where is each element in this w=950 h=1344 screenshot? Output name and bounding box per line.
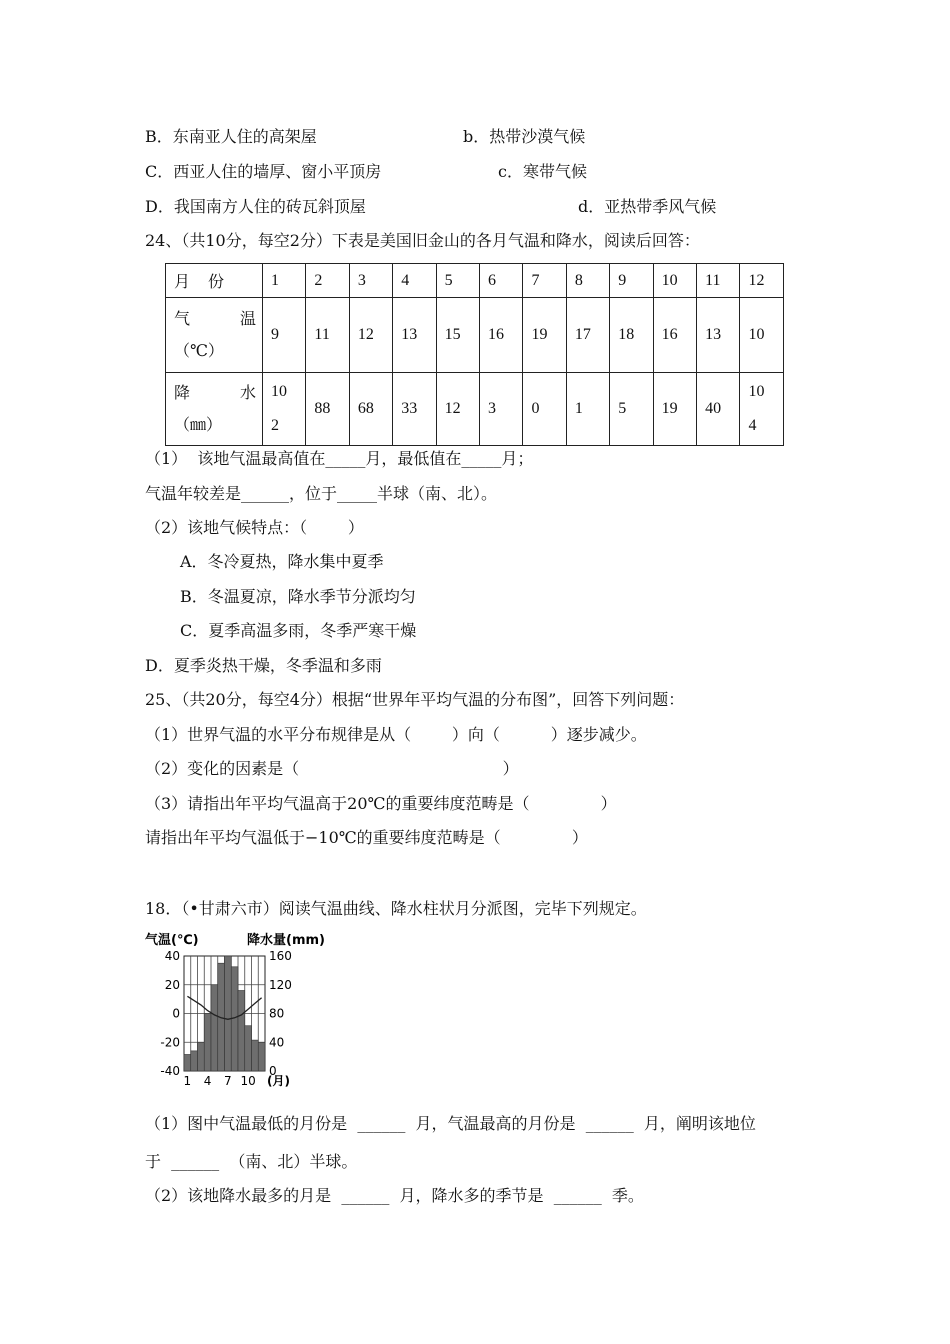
q24-sub2: （2）该地气候特点：（ ） [145, 518, 364, 537]
temp-cell: 13 [697, 298, 740, 373]
precip-tick-label: 0 [269, 1064, 277, 1078]
x-axis-label: (月) [267, 1074, 290, 1088]
q18-sub2: （2）该地降水最多的月是 ______ 月，降水多的季节是 ______ 季。 [145, 1186, 644, 1205]
precip-cell: 12 [436, 373, 479, 446]
month-cell: 2 [306, 264, 349, 298]
option-d-left: D．我国南方人住的砖瓦斜顶屋 [145, 197, 366, 216]
month-cell: 1 [263, 264, 306, 298]
month-cell: 6 [480, 264, 523, 298]
q25-title: 25、（共20分，每空4分）根据“世界年平均气温的分布图”，回答下列问题： [145, 690, 685, 709]
precip-bar [252, 1040, 259, 1071]
month-cell: 4 [393, 264, 436, 298]
precip-cell: 68 [349, 373, 392, 446]
precip-cell: 3 [480, 373, 523, 446]
month-cell: 11 [697, 264, 740, 298]
temp-tick-label: -20 [160, 1035, 180, 1050]
precip-tick-label: 160 [269, 949, 292, 963]
row-label-precipitation [166, 373, 263, 446]
temp-cell: 16 [480, 298, 523, 373]
precip-cell: 33 [393, 373, 436, 446]
precip-bar [258, 1042, 265, 1071]
month-cell: 12 [740, 264, 784, 298]
q25-line: （1）世界气温的水平分布规律是从（ ）向（ ）逐步减少。 [145, 725, 647, 744]
q25-line: 请指出年平均气温低于−10℃的重要纬度范畴是（ ） [145, 828, 588, 847]
climate-table [165, 263, 784, 446]
precip-bar [198, 1042, 205, 1071]
precip-cell: 10 4 [740, 373, 784, 446]
precip-bar [245, 1026, 252, 1071]
q24-sub1a: （1） 该地气温最高值在_____月，最低值在_____月； [145, 449, 534, 468]
precip-bar [204, 1014, 211, 1072]
precip-tick-label: 120 [269, 977, 292, 992]
q24-choice-b: B．冬温夏凉，降水季节分派均匀 [180, 587, 416, 606]
precip-axis-label: 降水量(mm) [247, 933, 325, 948]
q24-title: 24、（共10分，每空2分）下表是美国旧金山的各月气温和降水，阅读后回答： [145, 231, 700, 250]
q18-sub1b: 于 ______ （南、北）半球。 [145, 1152, 358, 1171]
q24-choice-a: A．冬冷夏热，降水集中夏季 [180, 552, 384, 571]
temp-tick-label: -40 [160, 1064, 180, 1078]
month-cell: 10 [653, 264, 696, 298]
temp-cell: 16 [653, 298, 696, 373]
option-c-left: C．西亚人住的墙厚、窗小平顶房 [145, 162, 382, 181]
temp-cell: 18 [610, 298, 653, 373]
month-cell: 8 [566, 264, 609, 298]
q18-title: 18．（•甘肃六市）阅读气温曲线、降水柱状月分派图，完毕下列规定。 [145, 899, 647, 918]
option-c-right: c．寒带气候 [498, 162, 587, 181]
q18-sub1a: （1）图中气温最低的月份是 ______ 月，气温最高的月份是 ______ 月，阐明该地位 [145, 1114, 756, 1133]
month-tick-label: 10 [240, 1074, 256, 1088]
q25-line: （2）变化的因素是（ ） [145, 759, 519, 778]
climate-chart [140, 930, 340, 1095]
q24-choice-c: C．夏季高温多雨，冬季严寒干燥 [180, 621, 417, 640]
label-part: 降 [174, 385, 191, 402]
temp-cell: 11 [306, 298, 349, 373]
temp-tick-label: 20 [164, 977, 180, 992]
month-cell: 3 [349, 264, 392, 298]
precip-cell: 88 [306, 373, 349, 446]
precip-bar [225, 956, 232, 1071]
label-part: 水 [239, 385, 256, 402]
temp-cell: 10 [740, 298, 784, 373]
label-part: （℃） [174, 343, 224, 360]
row-label-month [166, 264, 263, 298]
month-cell: 5 [436, 264, 479, 298]
temp-cell: 17 [566, 298, 609, 373]
precip-bar [184, 1054, 191, 1071]
precip-cell: 19 [653, 373, 696, 446]
month-tick-label: 1 [183, 1074, 192, 1088]
precip-cell: 10 2 [263, 373, 306, 446]
precip-cell: 5 [610, 373, 653, 446]
option-b-left: B．东南亚人住的高架屋 [145, 127, 317, 146]
precip-tick-label: 80 [269, 1006, 285, 1021]
label-part: 气 [174, 311, 191, 328]
temp-tick-label: 0 [172, 1006, 180, 1021]
q24-choice-d: D．夏季炎热干燥，冬季温和多雨 [145, 656, 382, 675]
temp-cell: 12 [349, 298, 392, 373]
q25-line: （3）请指出年平均气温高于20℃的重要纬度范畴是（ ） [145, 794, 617, 813]
precip-bar [191, 1051, 198, 1071]
option-d-right: d．亚热带季风气候 [578, 197, 717, 216]
precip-bar [238, 991, 245, 1072]
temp-cell: 15 [436, 298, 479, 373]
precip-cell: 40 [697, 373, 740, 446]
temp-cell: 13 [393, 298, 436, 373]
q24-sub1b: 气温年较差是______，位于_____半球（南、北）。 [145, 484, 498, 503]
month-cell: 7 [523, 264, 566, 298]
precip-bar [211, 985, 218, 1071]
month-tick-label: 4 [203, 1074, 212, 1088]
option-b-right: b．热带沙漠气候 [463, 127, 586, 146]
label-part: 月 [174, 274, 191, 291]
month-tick-label: 7 [224, 1074, 232, 1088]
label-part: （㎜） [174, 417, 223, 434]
temp-axis-label: 气温(℃) [145, 933, 199, 948]
row-label-temperature [166, 298, 263, 373]
temp-cell: 19 [523, 298, 566, 373]
temp-cell: 9 [263, 298, 306, 373]
precip-cell: 1 [566, 373, 609, 446]
precip-tick-label: 40 [269, 1035, 285, 1050]
label-part: 温 [239, 311, 256, 328]
month-cell: 9 [610, 264, 653, 298]
label-part: 份 [207, 274, 224, 291]
temp-tick-label: 40 [164, 949, 180, 963]
precip-cell: 0 [523, 373, 566, 446]
